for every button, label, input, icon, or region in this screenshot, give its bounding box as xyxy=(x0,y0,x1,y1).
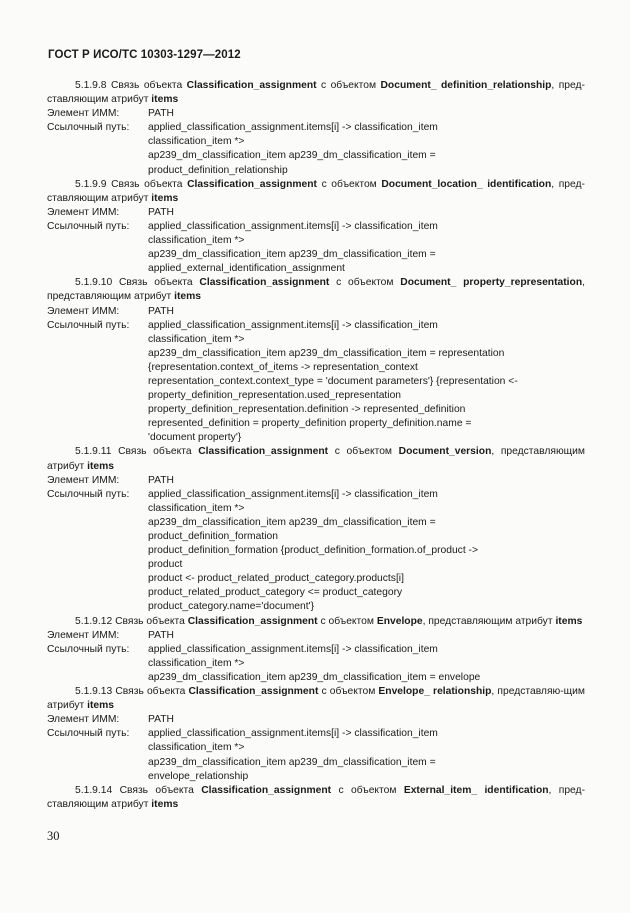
element-row: Элемент ИММ: PATH xyxy=(47,629,174,641)
section-5-1-9-12 xyxy=(47,615,585,685)
section-5-1-9-11 xyxy=(47,445,585,614)
section-heading: 5.1.9.11 Связь объекта Classification_assignment с объектом Document_version, представляющим атрибут items xyxy=(47,446,585,472)
path-row: Ссылочный путь: applied_classification_assignment.items[i] -> classification_item classification_item *> ap239_dm_classification_item ap239_dm_classification_item = representation {representation.context_of_items -> representation_context representation_context.context_type = 'document parameters'} {representation <- property_definition_representation.used_representation property_definition_representation.definition -> represented_definition represented_definition = property_definition property_definition.name = 'document property'} xyxy=(47,319,585,446)
path-lines: applied_classification_assignment.items[i] -> classification_item classification_item *> ap239_dm_classification_item ap239_dm_classification_item = product_definition_formation product_definition_formation {product_definition_formation.of_product -> product product <- product_related_product_category.products[i] product_related_product_category <= product_category product_category.name='document'} xyxy=(148,488,478,613)
section-heading: 5.1.9.10 Связь объекта Classification_assignment с объектом Document_ property_representation, представляющим атрибут items xyxy=(47,277,585,303)
section-5-1-9-8 xyxy=(47,79,585,178)
section-heading: 5.1.9.14 Связь объекта Classification_assignment с объектом External_item_ identification, пред-ставляющим атрибут items xyxy=(47,784,585,810)
document-body xyxy=(47,79,585,812)
path-lines: applied_classification_assignment.items[i] -> classification_item classification_item *> ap239_dm_classification_item ap239_dm_classification_item = representation {representation.context_of_items -> representation_context representation_context.context_type = 'document parameters'} {representation <- property_definition_representation.used_representation property_definition_representation.definition -> represented_definition represented_definition = property_definition property_definition.name = 'document property'} xyxy=(148,319,518,444)
section-heading: 5.1.9.13 Связь объекта Classification_assignment с объектом Envelope_ relationship, представляю-щим атрибут items xyxy=(47,686,585,712)
path-lines: applied_classification_assignment.items[i] -> classification_item classification_item *> ap239_dm_classification_item ap239_dm_classification_item = envelope xyxy=(148,643,481,683)
element-row: Элемент ИММ: PATH xyxy=(47,474,174,486)
path-lines: applied_classification_assignment.items[i] -> classification_item classification_item *> ap239_dm_classification_item ap239_dm_classification_item = applied_external_identification_assignment xyxy=(148,220,438,275)
path-row: Ссылочный путь: applied_classification_assignment.items[i] -> classification_item classification_item *> ap239_dm_classification_item ap239_dm_classification_item = product_definition_relationship xyxy=(47,121,585,177)
path-row: Ссылочный путь: applied_classification_assignment.items[i] -> classification_item classification_item *> ap239_dm_classification_item ap239_dm_classification_item = product_definition_formation product_definition_formation {product_definition_formation.of_product -> product product <- product_related_product_category.products[i] product_related_product_category <= product_category product_category.name='document'} xyxy=(47,488,585,615)
section-heading: 5.1.9.8 Связь объекта Classification_assignment с объектом Document_ definition_relationship, пред-ставляющим атрибут items xyxy=(47,80,585,106)
section-5-1-9-10 xyxy=(47,276,585,445)
path-row: Ссылочный путь: applied_classification_assignment.items[i] -> classification_item classification_item *> ap239_dm_classification_item ap239_dm_classification_item = envelope_relationship xyxy=(47,727,585,783)
section-5-1-9-14 xyxy=(47,784,585,812)
path-row: Ссылочный путь: applied_classification_assignment.items[i] -> classification_item classification_item *> ap239_dm_classification_item ap239_dm_classification_item = applied_external_identification_assignment xyxy=(47,220,585,276)
element-row: Элемент ИММ: PATH xyxy=(47,305,174,317)
element-row: Элемент ИММ: PATH xyxy=(47,206,174,218)
element-row: Элемент ИММ: PATH xyxy=(47,714,174,726)
page-number: 30 xyxy=(47,829,60,843)
path-lines: applied_classification_assignment.items[i] -> classification_item classification_item *> ap239_dm_classification_item ap239_dm_classification_item = envelope_relationship xyxy=(148,728,438,782)
section-heading: 5.1.9.9 Связь объекта Classification_assignment с объектом Document_location_ identification, пред-ставляющим атрибут items xyxy=(47,178,585,204)
path-lines: applied_classification_assignment.items[i] -> classification_item classification_item *> ap239_dm_classification_item ap239_dm_classification_item = product_definition_relationship xyxy=(148,122,438,176)
section-heading: 5.1.9.12 Связь объекта Classification_assignment с объектом Envelope, представляющим атрибут items xyxy=(75,615,583,627)
section-5-1-9-13 xyxy=(47,685,585,784)
document-header: ГОСТ Р ИСО/ТС 10303-1297—2012 xyxy=(48,49,241,61)
path-row: Ссылочный путь: applied_classification_assignment.items[i] -> classification_item classification_item *> ap239_dm_classification_item ap239_dm_classification_item = envelope xyxy=(47,643,585,685)
element-row: Элемент ИММ: PATH xyxy=(47,108,174,120)
section-5-1-9-9 xyxy=(47,178,585,277)
